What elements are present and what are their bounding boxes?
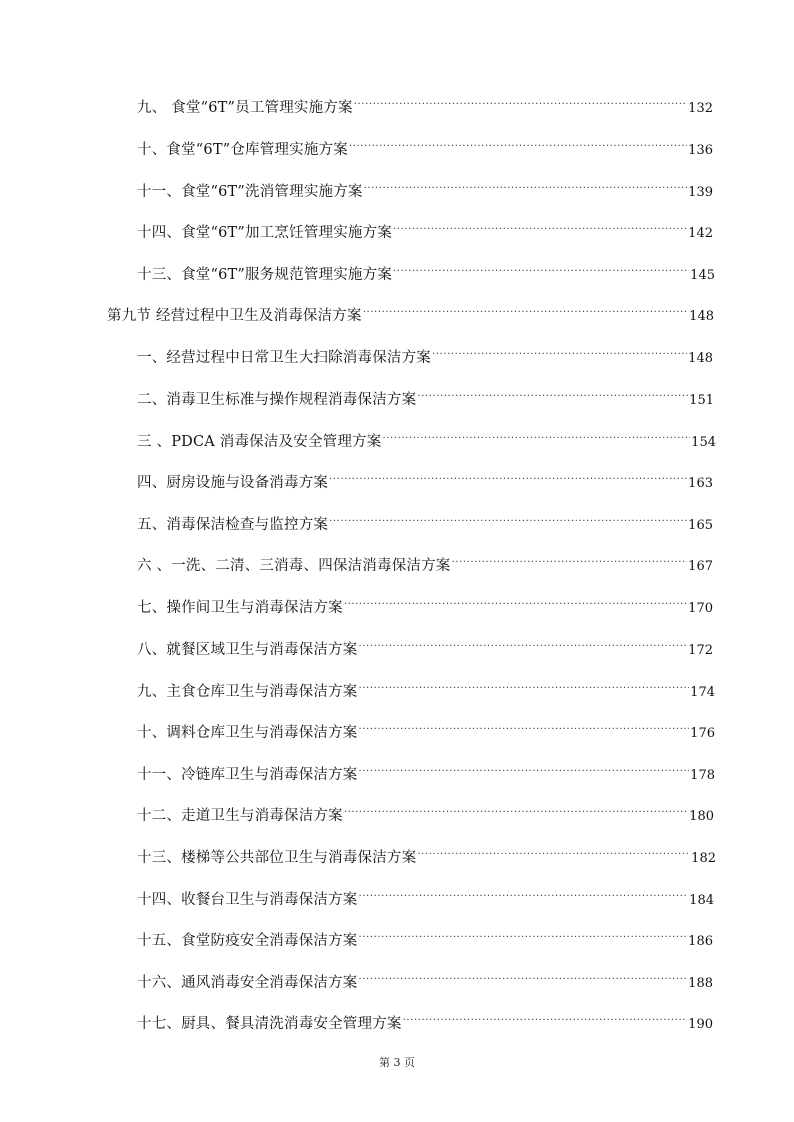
toc-entry-page: 136 [688,143,713,158]
toc-entry-page: 142 [688,226,713,241]
toc-dot-leader [393,215,687,237]
toc-dot-leader [344,590,687,612]
toc-entry[interactable] [137,174,713,200]
toc-entry-title: 四、厨房设施与设备消毒方案 [137,475,329,491]
toc-entry-title: 三 、PDCA 消毒保洁及安全管理方案 [137,434,382,450]
toc-entry[interactable] [137,424,716,450]
toc-entry-title: 十一、冷链库卫生与消毒保洁方案 [137,767,358,783]
toc-dot-leader [359,757,690,779]
toc-dot-leader [417,382,688,404]
toc-entry[interactable] [137,90,713,116]
toc-entry[interactable] [137,965,713,991]
toc-dot-leader [354,90,687,112]
toc-entry-page: 139 [688,185,713,200]
toc-entry-page: 180 [689,809,714,824]
toc-entry-page: 182 [691,851,716,866]
toc-entry-title: 十三、食堂“6T”服务规范管理实施方案 [137,267,393,283]
toc-entry-page: 167 [688,559,713,574]
toc-entry[interactable] [137,632,713,658]
toc-entry[interactable] [137,715,715,741]
toc-entry-page: 190 [688,1017,713,1032]
toc-entry-title: 九、主食仓库卫生与消毒保洁方案 [137,684,358,700]
toc-entry-title: 第九节 经营过程中卫生及消毒保洁方案 [107,308,362,324]
toc-entry-page: 176 [690,726,715,741]
toc-entry-title: 十一、食堂“6T”洗消管理实施方案 [137,184,363,200]
toc-entry-title: 十四、收餐台卫生与消毒保洁方案 [137,892,358,908]
toc-entry[interactable] [137,215,713,241]
toc-dot-leader [359,674,690,696]
toc-entry[interactable] [137,548,713,574]
toc-entry-title: 六 、一洗、二清、三消毒、四保洁消毒保洁方案 [137,558,451,574]
toc-entry[interactable] [137,590,713,616]
toc-dot-leader [432,340,687,362]
toc-entry-title: 九、 食堂“6T”员工管理实施方案 [137,100,353,116]
toc-dot-leader [393,257,689,279]
toc-entry-title: 七、操作间卫生与消毒保洁方案 [137,600,343,616]
toc-entry-page: 186 [688,934,713,949]
toc-entry[interactable] [137,798,714,824]
toc-entry[interactable] [137,132,713,158]
toc-dot-leader [452,548,688,570]
toc-entry[interactable] [137,840,716,866]
toc-entry-title: 五、消毒保洁检查与监控方案 [137,517,329,533]
toc-entry-page: 145 [690,268,715,283]
toc-entry-title: 十四、食堂“6T”加工烹饪管理实施方案 [137,225,393,241]
toc-dot-leader [349,132,687,154]
toc-entry-page: 172 [688,643,713,658]
toc-entry-page: 184 [689,893,714,908]
toc-entry[interactable] [137,882,714,908]
toc-entry[interactable] [137,382,714,408]
toc-entry[interactable] [137,923,713,949]
toc-entry[interactable] [137,257,715,283]
toc-entry-title: 十、调料仓库卫生与消毒保洁方案 [137,725,358,741]
toc-entry-page: 174 [690,685,715,700]
toc-entry-title: 八、就餐区域卫生与消毒保洁方案 [137,642,358,658]
toc-entry-title: 十五、食堂防疫安全消毒保洁方案 [137,933,358,949]
toc-entry-title: 十、食堂“6T”仓库管理实施方案 [137,142,348,158]
toc-entry[interactable] [137,465,713,491]
toc-entry-title: 十六、通风消毒安全消毒保洁方案 [137,975,358,991]
toc-dot-leader [363,298,688,320]
toc-entry-title: 十二、走道卫生与消毒保洁方案 [137,808,343,824]
toc-entry-page: 148 [688,351,713,366]
toc-dot-leader [403,1006,688,1028]
toc-entry-title: 十三、楼梯等公共部位卫生与消毒保洁方案 [137,850,417,866]
toc-entry-page: 151 [689,393,714,408]
toc-entry[interactable] [137,674,715,700]
toc-entry-page: 188 [688,976,713,991]
page-number-footer: 第 3 页 [379,1056,415,1069]
toc-dot-leader [344,798,688,820]
toc-dot-leader [359,923,688,945]
toc-dot-leader [364,174,688,196]
toc-dot-leader [382,424,690,446]
toc-entry-page: 163 [688,476,713,491]
toc-entry-title: 一、经营过程中日常卫生大扫除消毒保洁方案 [137,350,431,366]
toc-dot-leader [359,632,688,654]
toc-entry[interactable] [137,507,713,533]
toc-dot-leader [359,715,690,737]
toc-entry-page: 154 [691,435,716,450]
toc-dot-leader [359,882,689,904]
toc-entry-page: 165 [688,518,713,533]
toc-entry-title: 二、消毒卫生标准与操作规程消毒保洁方案 [137,392,417,408]
toc-entry-page: 132 [688,101,713,116]
toc-entry[interactable] [137,340,713,366]
toc-entry-page: 148 [689,309,714,324]
toc-entry[interactable] [137,757,715,783]
toc-entry-page: 170 [688,601,713,616]
toc-dot-leader [329,507,687,529]
toc-entry[interactable] [137,1006,713,1032]
toc-dot-leader [359,965,688,987]
toc-entry-title: 十七、厨具、餐具清洗消毒安全管理方案 [137,1016,402,1032]
toc-section-entry[interactable] [107,298,714,324]
toc-dot-leader [417,840,690,862]
toc-dot-leader [329,465,687,487]
toc-entry-page: 178 [690,768,715,783]
